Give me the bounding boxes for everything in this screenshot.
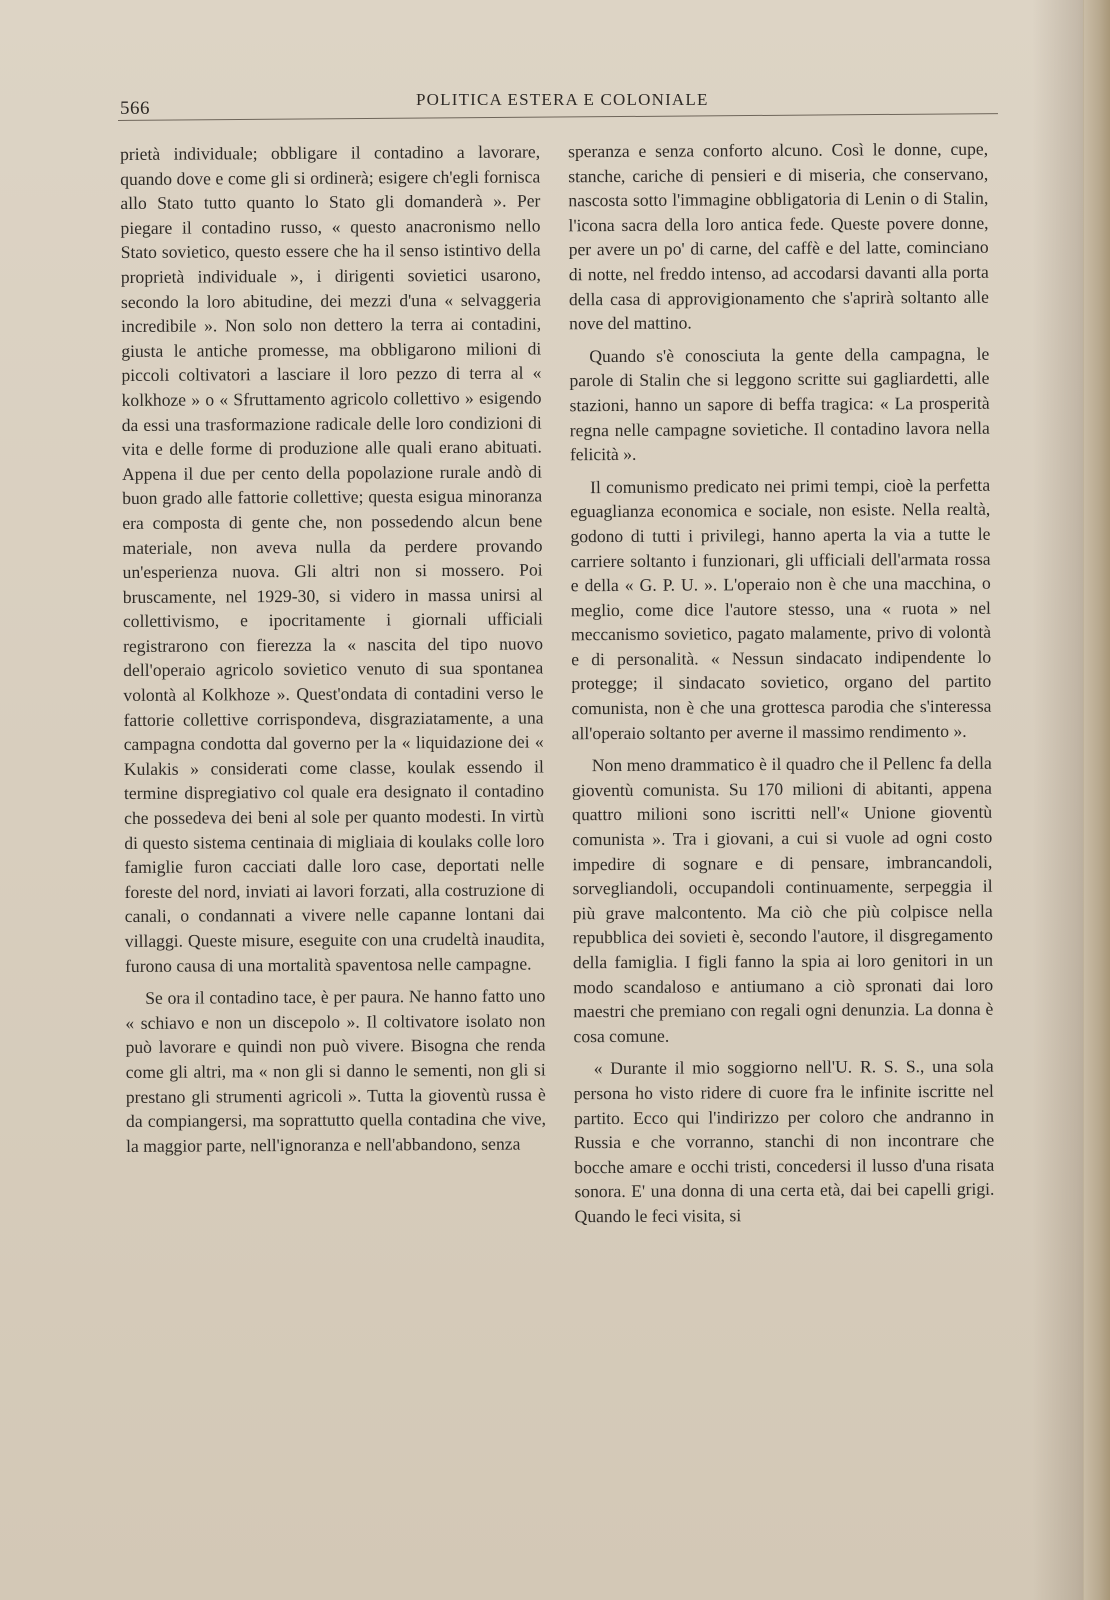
paragraph: Quando s'è conosciuta la gente della campagna, le parole di Stalin che si leggono scritte sui gagliardetti, alle stazioni, hanno un sapore di beffa tragica: « La prosperità regna nelle campagne sovietiche. Il contadino lavora nella felicità ».: [569, 343, 990, 465]
running-title: POLITICA ESTERA E COLONIALE: [416, 90, 709, 109]
page-number: 566: [120, 98, 150, 119]
running-header: [118, 86, 1006, 118]
paragraph: prietà individuale; obbligare il contadino a lavorare, quando dove e come gli si ordinerà; esigere ch'egli fornisca allo Stato tutto quanto lo Stato gli domanderà ». Per piegare il contadino russo, « questo anacronismo nello Stato sovietico, questo essere che ha il senso istintivo della proprietà individuale », i dirigenti sovietici usarono, secondo la loro abitudine, dei mezzi d'una « selvaggeria incredibile ». Non solo non dettero la terra ai contadini, giusta le antiche promesse, ma obbligarono milioni di piccoli coltivatori a lasciare il loro pezzo di terra al « kolkhoze » o « Sfruttamento agricolo collettivo » esigendo da essi una trasformazione radicale delle loro condizioni di vita e delle forme di produzione alle quali erano abituati. Appena il due per cento della popolazione rurale andò di buon grado alle fattorie collettive; questa esigua minoranza era composta di gente che, non possedendo alcun bene materiale, non aveva nulla da perdere provando un'esperienza nuova. Gli altri non si mossero. Poi bruscamente, nel 1929-30, si videro in massa unirsi al collettivismo, e ipocritamente i giornali ufficiali registrarono con fierezza la « nascita del tipo nuovo dell'operaio agricolo sovietico venuto di sua spontanea volontà al Kolkhoze ». Quest'ondata di contadini verso le fattorie collettive corrispondeva, disgraziatamente, a una campagna condotta dal governo per la « liquidazione dei « Kulakis » considerati come classe, koulak essendo il termine dispregiativo col quale era designato il contadino che possedeva dei beni al sole per quanto modesti. In virtù di questo sistema centinaia di migliaia di koulaks colle loro famiglie furon cacciati dalle loro case, deportati nelle foreste del nord, inviati ai lavori forzati, alla costruzione di canali, o condannati a vivere nelle capanne lontani dai villaggi. Queste misure, eseguite con una crudeltà inaudita, furono causa di una mortalità spaventosa nelle campagne.: [120, 141, 545, 976]
body-columns: [120, 137, 1016, 1472]
page-edge: [1083, 0, 1110, 1600]
left-column: [120, 139, 546, 1166]
paragraph: Se ora il contadino tace, è per paura. Ne hanno fatto uno « schiavo e non un discepolo ». Il coltivatore isolato non può lavorare e quindi non può vivere. Bisogna che renda come gli altri, ma « non gli si danno le sementi, non gli si prestano gli strumenti agricoli ». Tutta la gioventù russa è da compiangersi, ma soprattutto quella contadina che vive, la maggior parte, nell'ignoranza e nell'abbandono, senza: [125, 985, 547, 1156]
paragraph: Non meno drammatico è il quadro che il Pellenc fa della gioventù comunista. Su 170 milioni di abitanti, appena quattro milioni sono iscritti nell'« Unione gioventù comunista ». Tra i giovani, a cui si vuole ad ogni costo impedire di sognare e di pensare, imbrancandoli, sorvegliandoli, occupandoli continuamente, serpeggia il più grave malcontento. Ma ciò che più colpisce nella repubblica dei sovieti è, secondo l'autore, il disgregamento della famiglia. I figli fanno la spia ai loro genitori in un modo scandaloso e antiumano a ciò spronati dai loro maestri che premiano con regali ogni denunzia. La donna è cosa comune.: [571, 752, 994, 1047]
header-rule: [118, 113, 998, 121]
paragraph: Il comunismo predicato nei primi tempi, cioè la perfetta eguaglianza economica e sociale, non esiste. Nella realtà, godono di tutti i privilegi, hanno aperta la via a tutte le carriere soltanto i funzionari, gli ufficiali dell'armata rossa e della « G. P. U. ». L'operaio non è che una macchina, o meglio, come dice l'autore stesso, una « ruota » nel meccanismo sovietico, pagato malamente, privo di volontà e di personalità. « Nessun sindacato indipendente lo protegge; il sindacato sovietico, organo del partito comunista, non è che una grottesca parodia che s'interessa all'operaio soltanto per averne il massimo rendimento ».: [570, 474, 992, 743]
right-column: [568, 137, 995, 1237]
paragraph: « Durante il mio soggiorno nell'U. R. S. S., una sola persona ho visto ridere di cuore fra le infinite iscritte nel partito. Ecco qui l'indirizzo per coloro che andranno in Russia e che vorranno, stanchi di non incontrare che bocche amare e occhi tristi, concedersi il lusso d'una risata sonora. E' una donna di una certa età, dai bei capelli grigi. Quando le feci visita, si: [573, 1056, 995, 1227]
paragraph: speranza e senza conforto alcuno. Così le donne, cupe, stanche, cariche di pensieri e di miseria, che conservano, nascosta sotto l'immagine obbligatoria di Lenin o di Stalin, l'icona sacra della loro antica fede. Queste povere donne, per avere un po' di carne, del caffè e del latte, cominciano di notte, nel freddo intenso, ad accodarsi davanti alla porta della casa di approvigionamento che s'aprirà soltanto alle nove del mattino.: [568, 138, 990, 334]
